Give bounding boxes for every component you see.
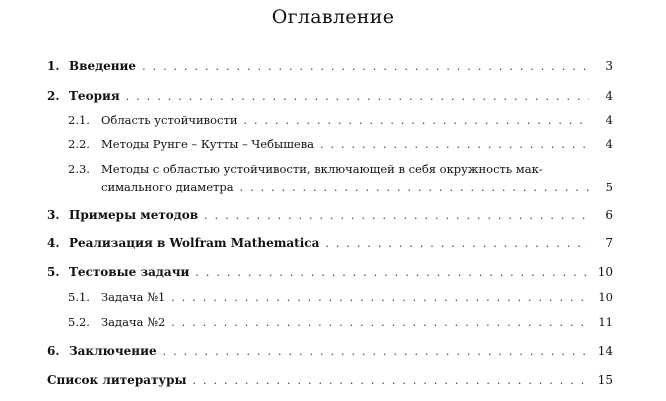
toc-entry-test-problems[interactable] — [47, 262, 613, 282]
toc-entry-label: Введение — [69, 59, 137, 73]
toc-entry-label: Тестовые задачи — [69, 265, 190, 279]
dot-leader — [171, 313, 589, 333]
toc-entry-number: 2. — [47, 89, 60, 103]
toc-entry-label-line2: симального диаметра — [101, 180, 234, 194]
toc-entry-page: 10 — [598, 290, 613, 304]
toc-entry-number: 2.3. — [68, 162, 90, 176]
dot-leader — [244, 111, 589, 131]
dot-leader — [320, 135, 589, 155]
toc-entry-number: 5. — [47, 265, 60, 279]
toc-entry-label: Задача №2 — [101, 315, 166, 329]
toc-entry-page: 11 — [598, 315, 613, 329]
toc-entry-page: 4 — [605, 89, 613, 103]
toc-entry-number: 3. — [47, 208, 60, 222]
toc-entry-label: Примеры методов — [69, 208, 199, 222]
toc-entry-number: 1. — [47, 59, 60, 73]
dot-leader — [204, 206, 589, 226]
toc-entry-rkc-methods[interactable] — [68, 134, 613, 154]
toc-entry-max-diameter-methods-continued[interactable] — [101, 177, 613, 197]
toc-entry-max-diameter-methods[interactable] — [68, 159, 613, 179]
toc-entry-page: 6 — [605, 208, 613, 222]
toc-entry-label: Заключение — [69, 344, 157, 358]
toc-entry-page: 4 — [605, 137, 613, 151]
dot-leader — [193, 371, 589, 391]
toc-entry-introduction[interactable] — [47, 56, 613, 76]
toc-entry-label: Область устойчивости — [101, 113, 238, 127]
dot-leader — [195, 263, 589, 283]
toc-entry-number: 5.1. — [68, 290, 90, 304]
toc-entry-page: 4 — [605, 113, 613, 127]
toc-entry-page: 10 — [597, 265, 613, 279]
toc-entry-problem-2[interactable] — [68, 312, 613, 332]
dot-leader — [240, 178, 589, 198]
toc-entry-problem-1[interactable] — [68, 287, 613, 307]
toc-entry-label: Реализация в Wolfram Mathematica — [69, 236, 320, 250]
toc-entry-method-examples[interactable] — [47, 205, 613, 225]
toc-entry-page: 14 — [597, 344, 613, 358]
toc-entry-stability-region[interactable] — [68, 110, 613, 130]
dot-leader — [142, 57, 589, 77]
toc-entry-label: Методы Рунге – Кутты – Чебышева — [101, 137, 315, 151]
toc-entry-page: 15 — [597, 373, 613, 387]
toc-entry-references[interactable] — [47, 370, 613, 390]
dot-leader — [171, 288, 589, 308]
toc-entry-number: 2.1. — [68, 113, 90, 127]
toc-entry-page: 3 — [605, 59, 613, 73]
toc-entry-theory[interactable] — [47, 86, 613, 106]
dot-leader — [325, 234, 589, 254]
dot-leader — [163, 342, 589, 362]
page-title: Оглавление — [271, 6, 395, 28]
toc-entry-label: Задача №1 — [101, 290, 166, 304]
toc-entry-number: 2.2. — [68, 137, 90, 151]
toc-entry-conclusion[interactable] — [47, 341, 613, 361]
toc-entry-wolfram-implementation[interactable] — [47, 233, 613, 253]
toc-entry-label-line1: Методы с областью устойчивости, включающей в себя окружность мак- — [101, 162, 543, 176]
toc-entry-page: 5 — [605, 180, 613, 194]
toc-entry-label: Список литературы — [47, 373, 187, 387]
toc-entry-page: 7 — [605, 236, 613, 250]
toc-entry-number: 6. — [47, 344, 60, 358]
dot-leader — [126, 87, 589, 107]
toc-entry-number: 4. — [47, 236, 60, 250]
toc-entry-label: Теория — [69, 89, 120, 103]
toc-entry-number: 5.2. — [68, 315, 90, 329]
